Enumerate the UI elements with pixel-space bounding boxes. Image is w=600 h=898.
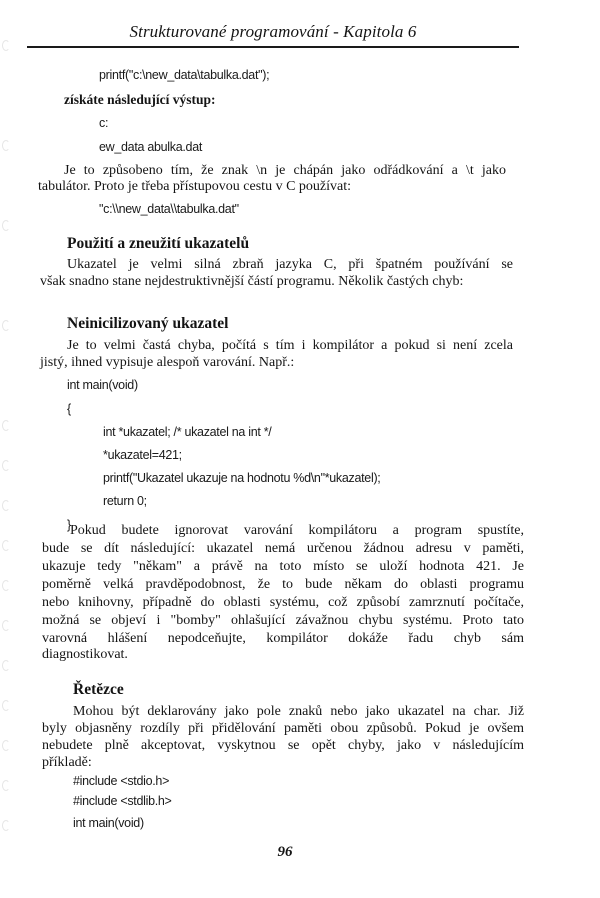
- warning-para-line: poměrně velká pravděpodobnost, že to bude někam do oblasti programu: [42, 577, 524, 592]
- warning-para-line: varovná hlášení nepodceňujte, kompilátor dokáže řadu chyb sám: [42, 631, 524, 646]
- warning-para-line: Pokud budete ignorovat varování kompilátoru a program spustíte,: [70, 523, 524, 538]
- code-line: int main(void): [73, 816, 144, 830]
- pointers-para-line-2: však snadno stane nejdestruktivnější částí programu. Několik častých chyb:: [40, 274, 464, 289]
- warning-para-line: ukazuje tedy "někam" a právě na toto místo se uloží hodnota 421. Je: [42, 559, 524, 574]
- uninit-para-line-2: jistý, ihned vypisuje alespoň varování. Např.:: [40, 355, 295, 370]
- binding-hole: [2, 460, 10, 471]
- binding-hole: [2, 820, 10, 831]
- binding-hole: [2, 580, 10, 591]
- output-line-2: ew_data abulka.dat: [99, 140, 203, 154]
- header-rule: [27, 46, 519, 48]
- strings-para-line: příkladě:: [42, 755, 92, 770]
- binding-hole: [2, 320, 10, 331]
- warning-para-line: nebo knihovny, případně do oblasti systému, což způsobí zamrznutí počítače,: [42, 595, 524, 610]
- code-line: int *ukazatel; /* ukazatel na int */: [103, 425, 272, 439]
- code-line: #include <stdio.h>: [73, 774, 170, 788]
- code-line: return 0;: [103, 494, 147, 508]
- section-heading-pointers: Použití a zneužití ukazatelů: [67, 235, 250, 252]
- binding-hole-marks: [2, 20, 12, 880]
- warning-para-line: bude se dít následující: ukazatel nemá určenou žádnou adresu v paměti,: [42, 541, 524, 556]
- warning-para-line: možná se objeví i "bomby" ohlašující závažnou chybu systému. Proto tato: [42, 613, 524, 628]
- output-line-1: c:: [99, 116, 109, 130]
- code-line: *ukazatel=421;: [103, 448, 182, 462]
- running-header-title: Strukturované programování - Kapitola 6: [129, 22, 417, 41]
- section-heading-uninitialized: Neinicilizovaný ukazatel: [67, 315, 229, 332]
- binding-hole: [2, 620, 10, 631]
- binding-hole: [2, 660, 10, 671]
- section-heading-strings: Řetězce: [73, 681, 124, 698]
- binding-hole: [2, 700, 10, 711]
- code-line: printf("Ukazatel ukazuje na hodnotu %d\n"*ukazatel);: [103, 471, 381, 485]
- code-escaped-path: "c:\\new_data\\tabulka.dat": [99, 202, 239, 216]
- code-printf-path: printf("c:\new_data\tabulka.dat");: [99, 68, 270, 82]
- binding-hole: [2, 740, 10, 751]
- binding-hole: [2, 540, 10, 551]
- strings-para-line: Mohou být deklarovány jako pole znaků nebo jako ukazatel na char. Již: [73, 704, 524, 719]
- code-line: #include <stdlib.h>: [73, 794, 172, 808]
- code-line: }: [67, 518, 71, 532]
- binding-hole: [2, 780, 10, 791]
- binding-hole: [2, 140, 10, 151]
- binding-hole: [2, 500, 10, 511]
- code-line: int main(void): [67, 378, 138, 392]
- pointers-para-line-1: Ukazatel je velmi silná zbraň jazyka C, při špatném používání se: [67, 257, 513, 272]
- strings-para-line: nebudete plně akceptovat, vyskytnou se opět chyby, jako v následujícím: [42, 738, 524, 753]
- warning-para-line: diagnostikovat.: [42, 647, 128, 662]
- explanation-line-1: Je to způsobeno tím, že znak \n je chápán jako odřádkování a \t jako: [64, 163, 506, 178]
- explanation-line-2: tabulátor. Proto je třeba přístupovou cestu v C používat:: [38, 179, 351, 194]
- page-number: 96: [277, 844, 293, 860]
- output-label: získáte následující výstup:: [64, 92, 216, 107]
- uninit-para-line-1: Je to velmi častá chyba, počítá s tím i kompilátor a pokud si není zcela: [67, 338, 513, 353]
- binding-hole: [2, 220, 10, 231]
- binding-hole: [2, 420, 10, 431]
- strings-para-line: byly objasněny rozdíly při přidělování paměti obou způsobů. Pokud je ovšem: [42, 721, 524, 736]
- code-line: {: [67, 402, 71, 416]
